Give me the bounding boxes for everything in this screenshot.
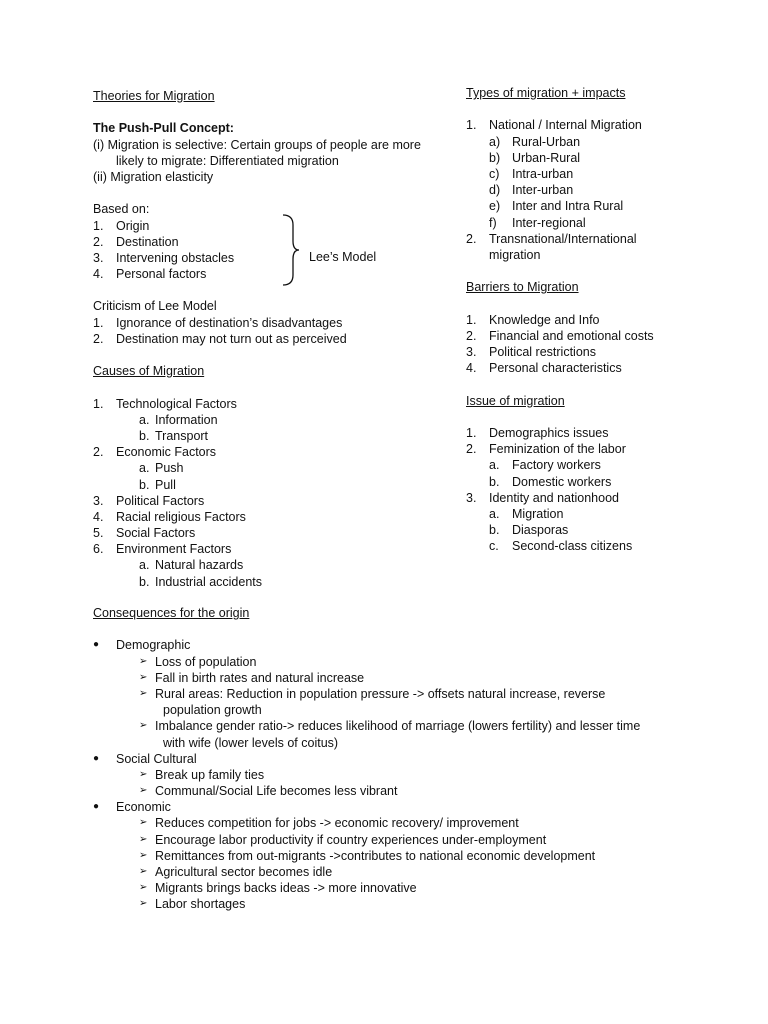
arrow-bullet-icon: ➢ (139, 768, 148, 780)
section-title-theories: Theories for Migration (93, 89, 215, 103)
consequences-section (93, 605, 733, 913)
push-pull-point-2: (ii) Migration elasticity (93, 169, 214, 184)
list-item: 1. Knowledge and Info (466, 312, 600, 327)
bullet-item: ● Demographic (93, 638, 191, 653)
push-pull-point-1: (i) Migration is selective: Certain groups of people are more (93, 137, 421, 152)
list-item: 1. Origin (93, 218, 150, 233)
arrow-bullet-icon: ➢ (139, 785, 148, 797)
arrow-bullet-icon: ➢ (139, 849, 148, 861)
arrow-bullet-icon: ➢ (139, 655, 148, 667)
list-item: 3. Political Factors (93, 493, 205, 508)
list-item: 4. Personal factors (93, 267, 207, 282)
sub-list-item: b. Pull (139, 477, 176, 492)
arrow-item: ➢ Migrants brings backs ideas -> more innovative (139, 881, 417, 896)
list-item-cont: migration (489, 247, 541, 262)
list-item: 1. Demographics issues (466, 425, 609, 440)
arrow-item: ➢ Reduces competition for jobs -> economic recovery/ improvement (139, 816, 519, 831)
arrow-item: ➢ Loss of population (139, 654, 257, 669)
arrow-bullet-icon: ➢ (139, 687, 148, 699)
push-pull-heading: The Push-Pull Concept: (93, 121, 234, 136)
list-item: 1. National / Internal Migration (466, 118, 642, 133)
arrow-bullet-icon: ➢ (139, 720, 148, 732)
list-item: 2. Destination (93, 234, 179, 249)
based-on-label: Based on: (93, 202, 150, 217)
section-title-types: Types of migration + impacts (466, 86, 626, 100)
arrow-item: ➢ Imbalance gender ratio-> reduces likelihood of marriage (lowers fertility) and lesser time (139, 719, 641, 734)
list-item: 4. Racial religious Factors (93, 509, 246, 524)
list-item: 2. Feminization of the labor (466, 442, 626, 457)
arrow-item: ➢ Communal/Social Life becomes less vibrant (139, 784, 398, 799)
arrow-item-cont: population growth (163, 703, 262, 718)
sub-list-item: e) Inter and Intra Rural (489, 199, 624, 214)
sub-list-item: c. Second-class citizens (489, 539, 633, 554)
arrow-item: ➢ Agricultural sector becomes idle (139, 865, 333, 879)
list-item: 2. Economic Factors (93, 445, 217, 460)
section-title-barriers: Barriers to Migration (466, 280, 579, 295)
sub-list-item: b) Urban-Rural (489, 150, 581, 165)
bullet-icon: ● (93, 639, 100, 651)
arrow-item: ➢ Break up family ties (139, 767, 265, 782)
list-item: 3. Intervening obstacles (93, 250, 235, 265)
list-item: 2. Destination may not turn out as perceived (93, 331, 347, 346)
sub-list-item: b. Transport (139, 428, 209, 443)
arrow-item: ➢ Encourage labor productivity if country experiences under-employment (139, 832, 547, 847)
list-item: 4. Personal characteristics (466, 361, 622, 376)
sub-list-item: c) Intra-urban (489, 166, 574, 181)
arrow-item: ➢ Rural areas: Reduction in population pressure -> offsets natural increase, reverse (139, 686, 606, 701)
bullet-item: ● Economic (93, 800, 171, 815)
push-pull-point-1-cont: likely to migrate: Differentiated migration (116, 153, 339, 168)
sub-list-item: a) Rural-Urban (489, 134, 581, 149)
list-item: 1. Ignorance of destination’s disadvantages (93, 315, 343, 330)
arrow-bullet-icon: ➢ (139, 817, 148, 829)
criticism-heading: Criticism of Lee Model (93, 299, 217, 314)
list-item: 6. Environment Factors (93, 542, 232, 557)
bullet-icon: ● (93, 752, 100, 764)
list-item: 2. Transnational/International (466, 231, 637, 246)
sub-list-item: b. Diasporas (489, 523, 569, 538)
list-item: 1. Technological Factors (93, 396, 237, 411)
list-item: 2. Financial and emotional costs (466, 328, 654, 343)
arrow-item: ➢ Labor shortages (139, 897, 246, 912)
lees-model-label: Lee’s Model (309, 250, 377, 264)
bullet-icon: ● (93, 801, 100, 813)
bullet-item: ● Social Cultural (93, 751, 197, 766)
section-title-consequences: Consequences for the origin (93, 606, 250, 620)
sub-list-item: d) Inter-urban (489, 183, 574, 198)
curly-brace-icon (281, 213, 301, 290)
section-title-issue: Issue of migration (466, 393, 565, 408)
sub-list-item: a. Push (139, 461, 184, 476)
sub-list-item: a. Natural hazards (139, 558, 244, 573)
arrow-bullet-icon: ➢ (139, 671, 148, 683)
arrow-bullet-icon: ➢ (139, 833, 148, 845)
sub-list-item: a. Information (139, 412, 218, 427)
sub-list-item: b. Industrial accidents (139, 574, 263, 589)
arrow-item: ➢ Remittances from out-migrants ->contributes to national economic development (139, 848, 596, 863)
sub-list-item: b. Domestic workers (489, 474, 612, 489)
arrow-item: ➢ Fall in birth rates and natural increase (139, 670, 365, 685)
list-item: 5. Social Factors (93, 526, 196, 541)
sub-list-item: f) Inter-regional (489, 215, 586, 230)
arrow-bullet-icon: ➢ (139, 882, 148, 894)
section-title-causes: Causes of Migration (93, 364, 205, 379)
right-column (466, 85, 756, 554)
left-column (93, 88, 473, 590)
arrow-bullet-icon: ➢ (139, 866, 148, 877)
list-item: 3. Identity and nationhood (466, 490, 619, 505)
list-item: 3. Political restrictions (466, 345, 596, 359)
arrow-bullet-icon: ➢ (139, 898, 148, 910)
sub-list-item: a. Factory workers (489, 458, 601, 473)
arrow-item-cont: with wife (lower levels of coitus) (163, 735, 339, 750)
sub-list-item: a. Migration (489, 506, 564, 521)
